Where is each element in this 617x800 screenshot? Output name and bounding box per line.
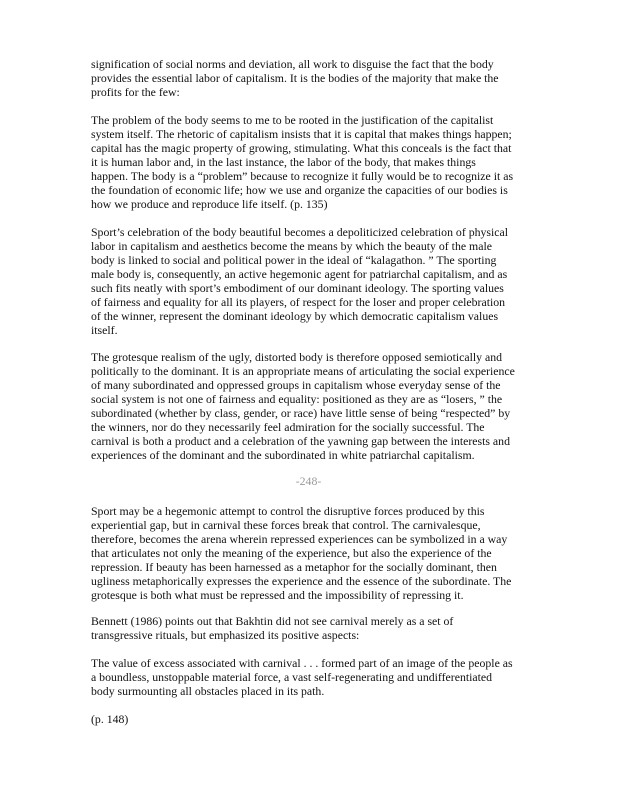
- block-quote-problem-of-body: [91, 113, 531, 211]
- text-line: repression. If beauty has been harnessed as a metaphor for the socially dominant, then: [91, 560, 497, 574]
- text-line: how we produce and reproduce life itself. (p. 135): [91, 197, 328, 211]
- text-line: such fits neatly with sport’s embodiment of our dominant ideology. The sporting values: [91, 281, 504, 295]
- text-line: politically to the dominant. It is an appropriate means of articulating the social experience: [91, 364, 515, 378]
- paragraph-sport-celebration: [91, 225, 531, 337]
- text-line: The problem of the body seems to me to be rooted in the justification of the capitalist: [91, 113, 494, 127]
- text-line: Sport may be a hegemonic attempt to control the disruptive forces produced by this: [91, 504, 485, 518]
- text-line: The value of excess associated with carnival . . . formed part of an image of the people as: [91, 656, 513, 670]
- text-line: experiential gap, but in carnival these forces break that control. The carnivalesque,: [91, 518, 481, 532]
- paragraph-grotesque-realism: [91, 350, 531, 462]
- text-line: of fairness and equality for all its players, of respect for the loser and proper celebration: [91, 295, 506, 309]
- text-line: the foundation of economic life; how we use and organize the capacities of our bodies is: [91, 183, 508, 197]
- text-line: provides the essential labor of capitalism. It is the bodies of the majority that make the: [91, 71, 499, 85]
- text-line: signification of social norms and deviation, all work to disguise the fact that the body: [91, 57, 494, 71]
- text-line: Bennett (1986) points out that Bakhtin did not see carnival merely as a set of: [91, 614, 454, 628]
- text-line: ugliness metaphorically expresses the experience and the essence of the subordinate. The: [91, 574, 512, 588]
- text-line: that articulates not only the meaning of the experience, but also the experience of the: [91, 546, 492, 560]
- text-line: social system is not one of fairness and equality: positioned as they are as “losers, ” the: [91, 392, 503, 406]
- text-line: itself.: [91, 323, 118, 337]
- text-line: system itself. The rhetoric of capitalism insists that it is capital that makes things happen;: [91, 127, 512, 141]
- text-line: carnival is both a product and a celebration of the yawning gap between the interests and: [91, 434, 510, 448]
- text-line: (p. 148): [91, 712, 129, 726]
- text-line: capital has the magic property of growing, stimulating. What this conceals is the fact that: [91, 141, 512, 155]
- page-number: -248-: [295, 474, 322, 488]
- text-line: profits for the few:: [91, 85, 180, 99]
- text-line: Sport’s celebration of the body beautiful becomes a depoliticized celebration of physical: [91, 225, 509, 239]
- text-line: grotesque is both what must be repressed and the impossibility of repressing it.: [91, 588, 464, 602]
- text-line: labor in capitalism and aesthetics become the means by which the beauty of the male: [91, 239, 492, 253]
- text-line: of many subordinated and oppressed groups in capitalism whose everyday sense of the: [91, 378, 501, 392]
- text-line: subordinated (whether by class, gender, or race) have little sense of being “respected” by: [91, 406, 511, 420]
- text-line: a boundless, unstoppable material force, a vast self-regenerating and undifferentiated: [91, 670, 493, 684]
- text-line: of the winner, represent the dominant ideology by which democratic capitalism values: [91, 309, 499, 323]
- text-line: body is linked to social and political power in the ideal of “kalagathon. ” The sporting: [91, 253, 497, 267]
- text-line: experiences of the dominant and the subordinated in white patriarchal capitalism.: [91, 448, 475, 462]
- text-line: The grotesque realism of the ugly, distorted body is therefore opposed semiotically and: [91, 350, 503, 364]
- text-line: the winners, nor do they necessarily feel admiration for the socially successful. The: [91, 420, 485, 434]
- text-line: happen. The body is a “problem” because to recognize it fully would be to recognize it as: [91, 169, 514, 183]
- citation-page-ref: [91, 712, 531, 726]
- text-line: male body is, consequently, an active hegemonic agent for patriarchal capitalism, and as: [91, 267, 508, 281]
- paragraph-body-intro: [91, 57, 531, 99]
- text-line: it is human labor and, in the last instance, the labor of the body, that makes things: [91, 155, 476, 169]
- text-line: therefore, becomes the arena wherein repressed experiences can be symbolized in a way: [91, 532, 508, 546]
- text-line: transgressive rituals, but emphasized its positive aspects:: [91, 628, 360, 642]
- block-quote-value-of-excess: [91, 656, 531, 698]
- text-line: body surmounting all obstacles placed in its path.: [91, 684, 325, 698]
- paragraph-bennett: [91, 614, 531, 642]
- paragraph-sport-hegemonic: [91, 504, 531, 602]
